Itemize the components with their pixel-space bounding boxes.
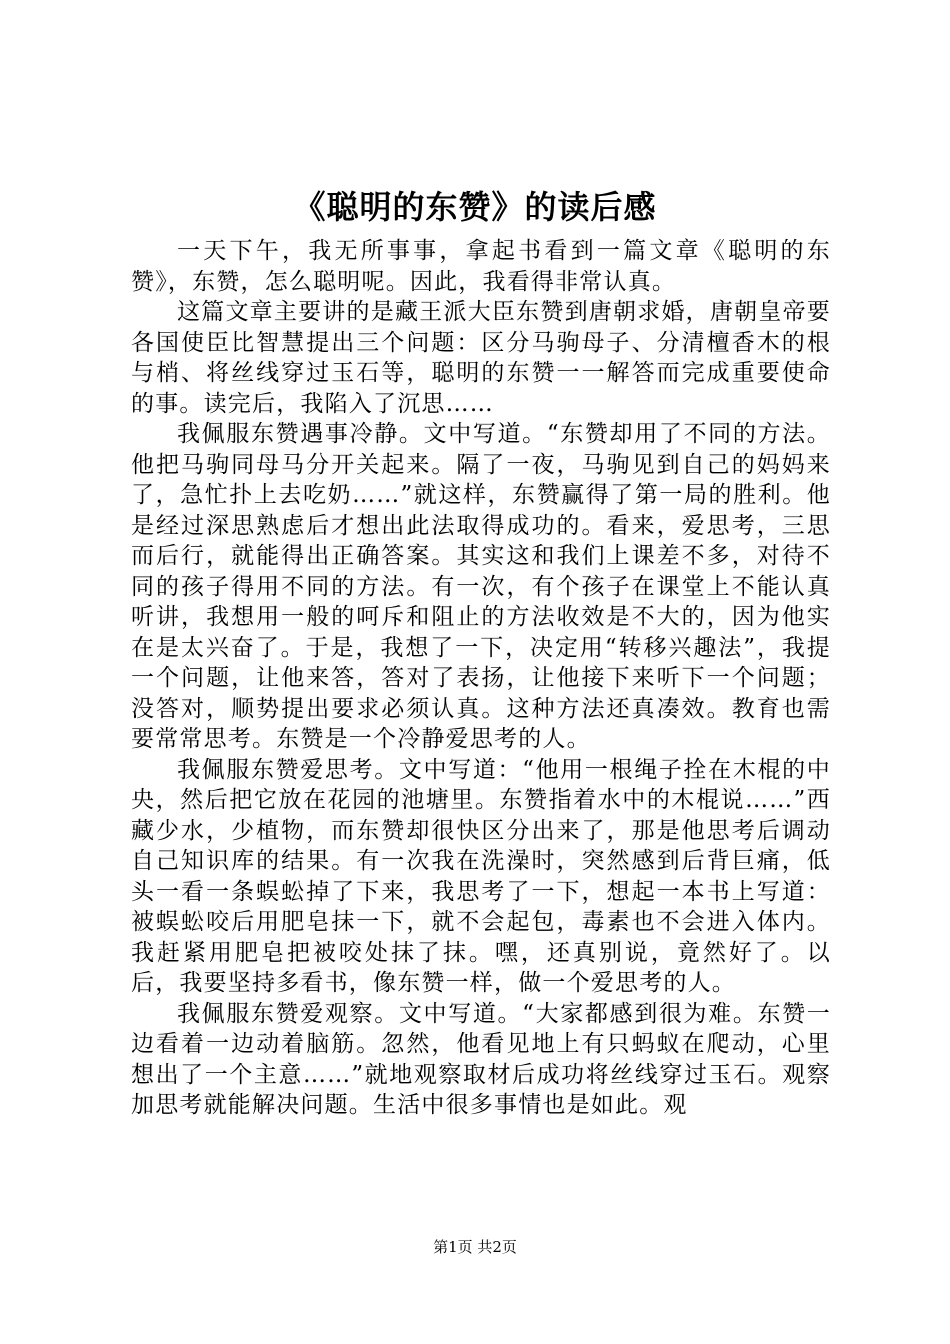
paragraph-1: 一天下午，我无所事事，拿起书看到一篇文章《聪明的东赞》，东赞，怎么聪明呢。因此，我看得非常认真。 <box>131 238 831 295</box>
document-body <box>131 236 831 1121</box>
document-title: 《聪明的东赞》的读后感 <box>293 188 657 226</box>
paragraph-5: 我佩服东赞爱观察。文中写道。“大家都感到很为难。东赞一边看着一边动着脑筋。忽然，他看见地上有只蚂蚁在爬动，心里想出了一个主意……”就地观察取材后成功将丝线穿过玉石。观察加思考就能解决问题。生活中很多事情也是如此。观 <box>131 1000 831 1118</box>
paragraph-4: 我佩服东赞爱思考。文中写道：“他用一根绳子拴在木棍的中央，然后把它放在花园的池塘里。东赞指着水中的木棍说……”西藏少水，少植物，而东赞却很快区分出来了，那是他思考后调动自己知识库的结果。有一次我在洗澡时，突然感到后背巨痛，低头一看一条蜈蚣掉了下来，我思考了一下，想起一本书上写道：被蜈蚣咬后用肥皂抹一下，就不会起包，毒素也不会进入体内。我赶紧用肥皂把被咬处抹了抹。嘿，还真别说，竟然好了。以后，我要坚持多看书，像东赞一样，做一个爱思考的人。 <box>131 756 831 996</box>
paragraph-2: 这篇文章主要讲的是藏王派大臣东赞到唐朝求婚，唐朝皇帝要各国使臣比智慧提出三个问题：区分马驹母子、分清檀香木的根与梢、将丝线穿过玉石等，聪明的东赞一一解答而完成重要使命的事。读完后，我陷入了沉思…… <box>131 299 831 417</box>
paragraph-3: 我佩服东赞遇事冷静。文中写道。“东赞却用了不同的方法。他把马驹同母马分开关起来。隔了一夜，马驹见到自己的妈妈来了，急忙扑上去吃奶……”就这样，东赞赢得了第一局的胜利。他是经过深思熟虑后才想出此法取得成功的。看来，爱思考，三思而后行，就能得出正确答案。其实这和我们上课差不多，对待不同的孩子得用不同的方法。有一次，有个孩子在课堂上不能认真听讲，我想用一般的呵斥和阻止的方法收效是不大的，因为他实在是太兴奋了。于是，我想了一下，决定用“转移兴趣法”，我提一个问题，让他来答，答对了表扬，让他接下来听下一个问题；没答对，顺势提出要求必须认真。这种方法还真凑效。教育也需要常常思考。东赞是一个冷静爱思考的人。 <box>131 421 831 752</box>
page-number-footer: 第1页 共2页 <box>433 1238 517 1256</box>
